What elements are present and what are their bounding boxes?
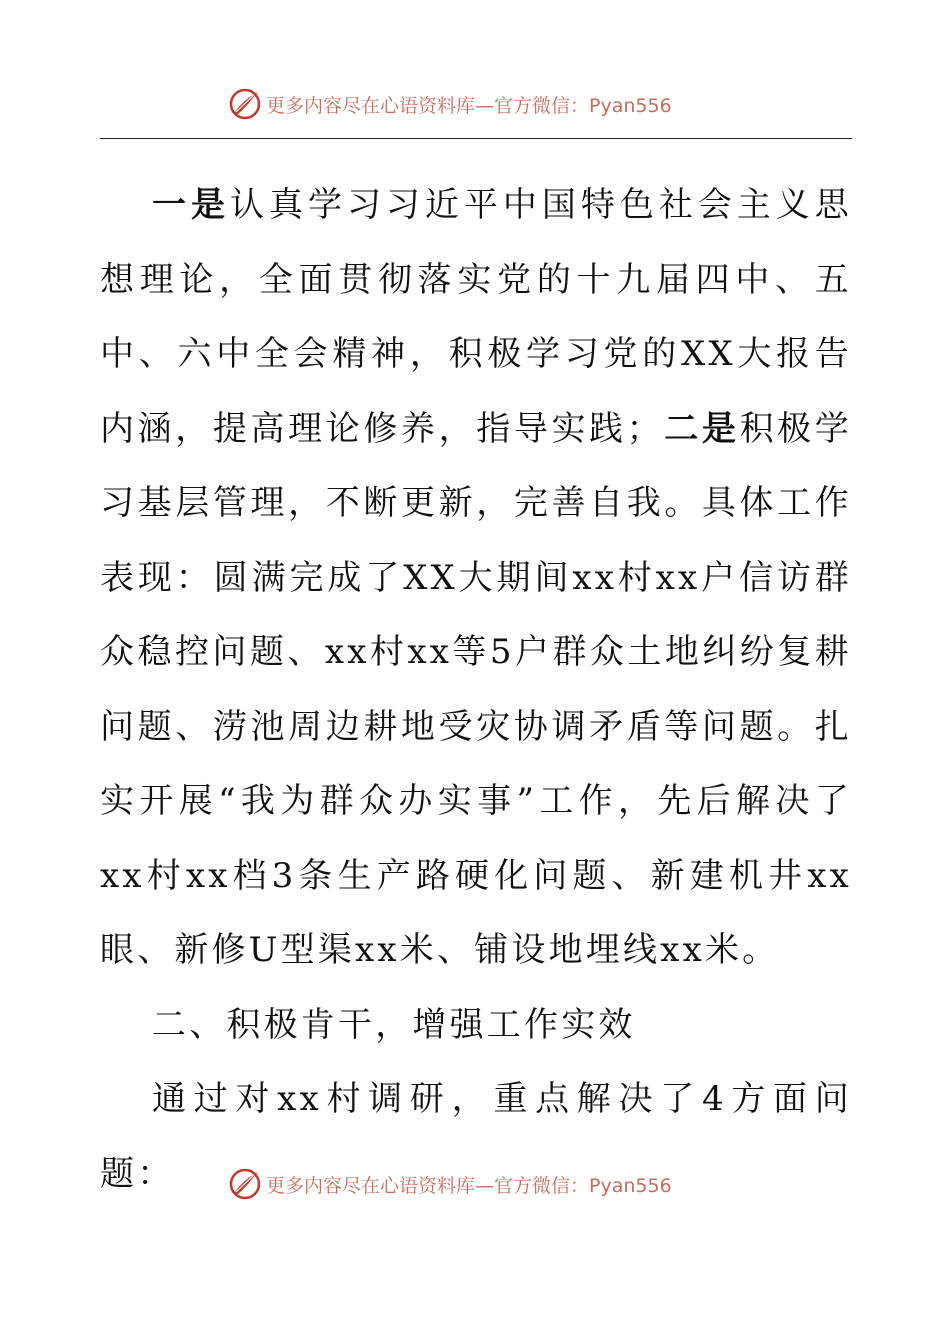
paragraph-text-2: 积极学习基层管理，不断更新，完善自我。具体工作表现：圆满完成了XX大期间xx村xx户信访群众稳控问题、xx村xx等5户群众土地纠纷复耕问题、涝池周边耕地受灾协调矛盾等问题。扎实开展“我为群众办实事”工作，先后解决了xx村xx档3条生产路硬化问题、新建机井xx眼、新修U型渠xx米、铺设地埋线xx米。	[100, 408, 853, 970]
paragraph-text-1: 认真学习习近平中国特色社会主义思想理论，全面贯彻落实党的十九届四中、五中、六中全会精神，积极学习党的XX大报告内涵，提高理论修养，指导实践；	[100, 185, 852, 449]
wechat-id: Pyan556	[589, 1174, 672, 1197]
wechat-id: Pyan556	[589, 94, 672, 117]
feather-pen-logo-icon	[228, 87, 262, 121]
section-heading: 二、积极肯干，增强工作实效	[152, 1004, 636, 1045]
document-body	[100, 168, 852, 1211]
header-divider	[100, 138, 852, 139]
feather-pen-logo-icon	[228, 1167, 262, 1201]
paragraph-survey: 通过对xx村调研，重点解决了4方面问题：	[100, 1079, 852, 1194]
paragraph-study	[100, 168, 852, 988]
header-watermark-banner	[228, 84, 672, 124]
footer-watermark-banner	[228, 1164, 672, 1204]
lead-marker-1: 一是	[152, 185, 230, 225]
banner-text: 更多内容尽在心语资料库—官方微信：Pyan556	[266, 94, 672, 117]
lead-marker-2: 二是	[663, 408, 740, 449]
banner-text: 更多内容尽在心语资料库—官方微信：Pyan556	[266, 1174, 672, 1197]
